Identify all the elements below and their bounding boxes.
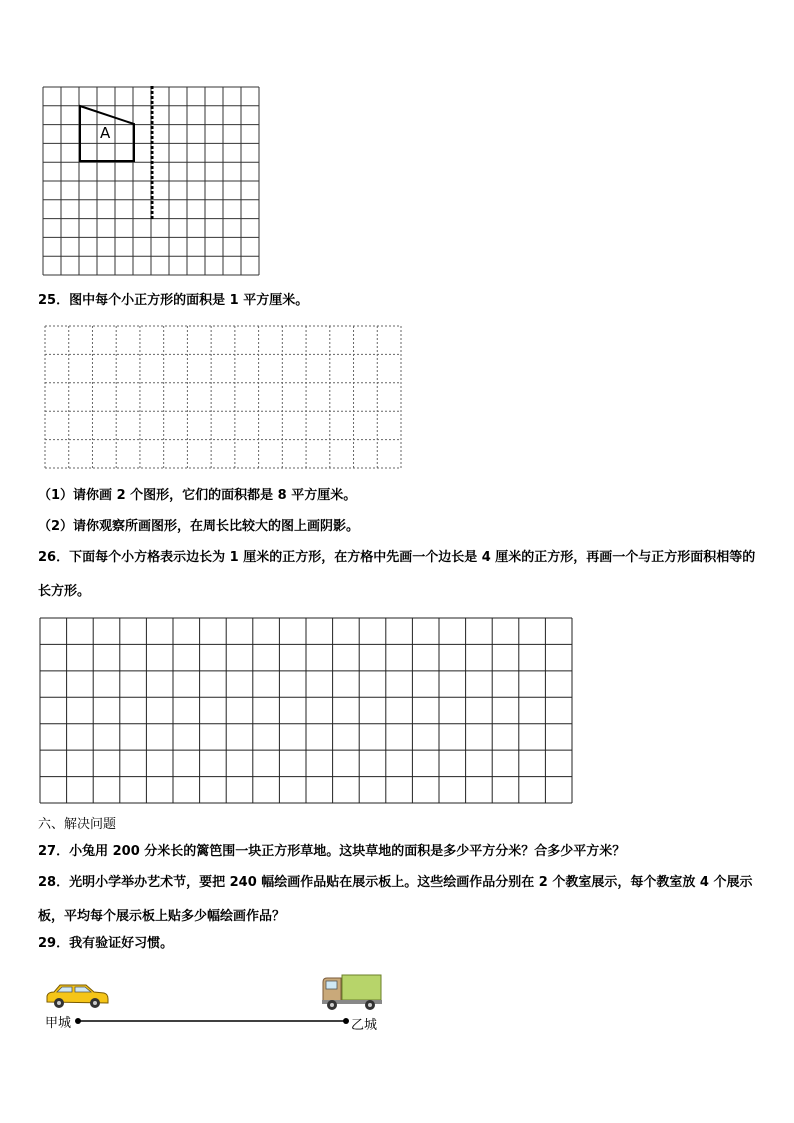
q27-text: 27．小兔用 200 分米长的篱笆围一块正方形草地。这块草地的面积是多少平方分米？合多少平方米？	[38, 844, 626, 859]
q25-sub1: （1）请你画 2 个图形，它们的面积都是 8 平方厘米。	[38, 488, 357, 503]
q26-text: 26．下面每个小方格表示边长为 1 厘米的正方形，在方格中先画一个边长是 4 厘米的正方形，再画一个与正方形面积相等的长方形。	[38, 550, 756, 599]
shape-a-label: A	[100, 124, 111, 142]
city-left-dot	[75, 1018, 81, 1024]
q25-dashed-grid	[44, 325, 402, 469]
q25-sub2: （2）请你观察所画图形，在周长比较大的图上画阴影。	[38, 519, 360, 534]
section-title: 六、解决问题	[38, 817, 117, 832]
truck-icon	[320, 972, 384, 1012]
symmetry-grid	[42, 86, 260, 276]
car-icon	[44, 982, 110, 1012]
route-line	[70, 1014, 354, 1028]
q29-text: 29．我有验证好习惯。	[38, 936, 174, 951]
q28-text: 28．光明小学举办艺术节，要把 240 幅绘画作品贴在展示板上。这些绘画作品分别在 2 个教室展示，每个教室放 4 个展示板，平均每个展示板上贴多少幅绘画作品？	[38, 875, 753, 924]
city-right-dot	[343, 1018, 349, 1024]
city-right-label: 乙城	[351, 1018, 378, 1033]
q26-grid	[39, 617, 573, 804]
q25-title: 25．图中每个小正方形的面积是 1 平方厘米。	[38, 293, 309, 308]
city-left-label: 甲城	[45, 1016, 72, 1031]
